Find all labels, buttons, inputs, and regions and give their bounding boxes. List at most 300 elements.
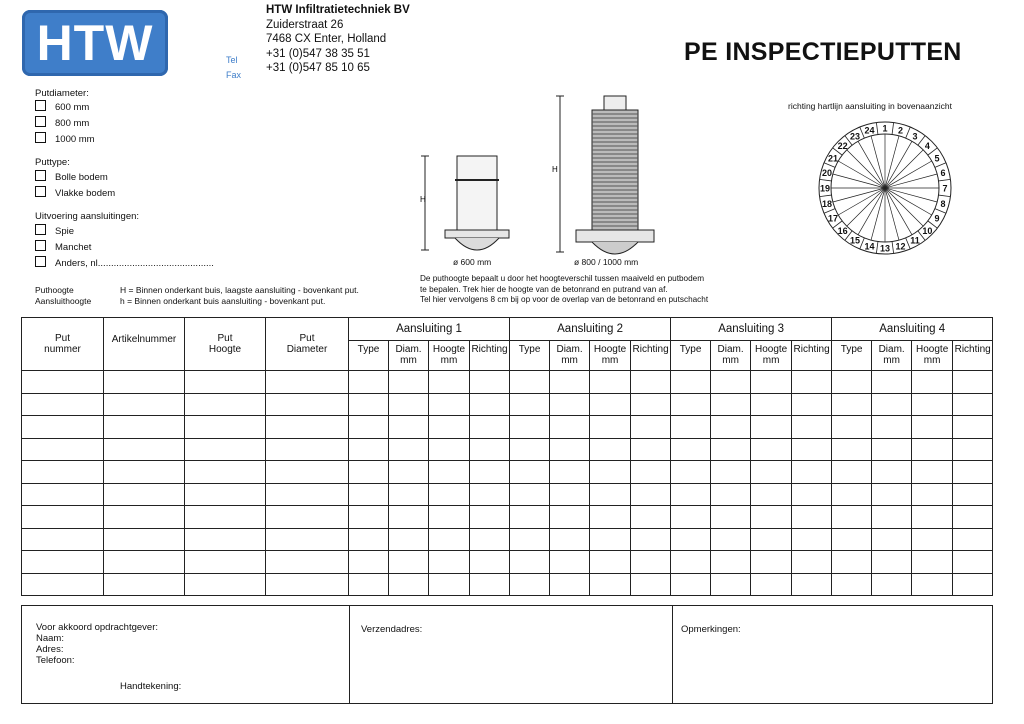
table-cell[interactable] xyxy=(349,371,389,394)
table-cell[interactable] xyxy=(470,461,510,484)
table-cell[interactable] xyxy=(104,528,185,551)
table-cell[interactable] xyxy=(185,506,266,529)
table-cell[interactable] xyxy=(22,461,104,484)
table-row xyxy=(22,393,993,416)
table-cell[interactable] xyxy=(590,573,631,596)
table-cell[interactable] xyxy=(832,461,872,484)
table-cell[interactable] xyxy=(751,573,792,596)
table-cell[interactable] xyxy=(711,506,751,529)
subheader-1-2: Hoogte mm xyxy=(429,341,470,371)
table-cell[interactable] xyxy=(751,393,792,416)
table-cell[interactable] xyxy=(711,371,751,394)
dial-divider xyxy=(876,123,878,135)
subheader-4-2: Hoogte mm xyxy=(912,341,953,371)
table-cell[interactable] xyxy=(711,483,751,506)
table-cell[interactable] xyxy=(590,438,631,461)
dial-spoke xyxy=(871,188,885,240)
uitvoering-options xyxy=(35,210,214,272)
dial-number: 22 xyxy=(837,141,848,152)
table-cell[interactable] xyxy=(912,551,953,574)
aansluithoogte-label: Aansluithoogte xyxy=(35,296,92,306)
checkbox[interactable] xyxy=(35,100,46,111)
table-row xyxy=(22,573,993,596)
table-cell[interactable] xyxy=(429,551,470,574)
table-cell[interactable] xyxy=(912,528,953,551)
table-cell[interactable] xyxy=(185,483,266,506)
table-cell[interactable] xyxy=(429,438,470,461)
dial-number: 16 xyxy=(837,225,848,236)
table-cell[interactable] xyxy=(711,438,751,461)
header-aansluiting-3: Aansluiting 3 xyxy=(671,318,832,341)
table-cell[interactable] xyxy=(953,573,993,596)
checkbox[interactable] xyxy=(35,224,46,235)
table-cell[interactable] xyxy=(470,551,510,574)
table-cell[interactable] xyxy=(590,551,631,574)
address-line1: Zuiderstraat 26 xyxy=(266,18,344,31)
note-line: Tel hier vervolgens 8 cm bij op voor de overlap van de betonrand en putschacht xyxy=(420,295,709,304)
table-cell[interactable] xyxy=(953,416,993,439)
puthoogte-text: H = Binnen onderkant buis, laagste aansluiting - bovenkant put. xyxy=(120,285,359,295)
table-cell[interactable] xyxy=(711,573,751,596)
table-cell[interactable] xyxy=(104,573,185,596)
table-cell[interactable] xyxy=(389,393,429,416)
checkbox[interactable] xyxy=(35,170,46,181)
table-row xyxy=(22,483,993,506)
table-cell[interactable] xyxy=(185,393,266,416)
table-cell[interactable] xyxy=(22,371,104,394)
table-cell[interactable] xyxy=(872,528,912,551)
option-spie[interactable] xyxy=(35,224,214,240)
table-cell[interactable] xyxy=(671,393,711,416)
table-cell[interactable] xyxy=(631,416,671,439)
table-cell[interactable] xyxy=(510,573,550,596)
checkbox[interactable] xyxy=(35,240,46,251)
table-cell[interactable] xyxy=(510,528,550,551)
table-cell[interactable] xyxy=(912,416,953,439)
checkbox[interactable] xyxy=(35,186,46,197)
telefoon-field[interactable]: Telefoon: xyxy=(36,655,75,666)
table-cell[interactable] xyxy=(792,416,832,439)
table-cell[interactable] xyxy=(389,416,429,439)
subheader-2-1: Diam. mm xyxy=(550,341,590,371)
table-cell[interactable] xyxy=(832,393,872,416)
table-cell[interactable] xyxy=(792,573,832,596)
table-cell[interactable] xyxy=(104,416,185,439)
dial-divider xyxy=(892,123,894,135)
dial-number: 10 xyxy=(922,225,933,236)
table-cell[interactable] xyxy=(104,506,185,529)
table-cell[interactable] xyxy=(266,506,349,529)
table-cell[interactable] xyxy=(953,528,993,551)
table-cell[interactable] xyxy=(389,461,429,484)
table-cell[interactable] xyxy=(510,551,550,574)
option-label: 1000 mm xyxy=(55,134,95,145)
dial-spoke xyxy=(885,174,937,188)
diameter-label: Putdiameter: xyxy=(35,88,89,99)
table-cell[interactable] xyxy=(872,551,912,574)
subheader-3-0: Type xyxy=(671,341,711,371)
puthoogte-label: Puthoogte xyxy=(35,285,74,295)
table-cell[interactable] xyxy=(953,483,993,506)
checkbox[interactable] xyxy=(35,116,46,127)
verzendadres-column[interactable] xyxy=(349,606,422,703)
table-cell[interactable] xyxy=(510,416,550,439)
table-cell[interactable] xyxy=(510,371,550,394)
table-cell[interactable] xyxy=(711,551,751,574)
table-cell[interactable] xyxy=(671,551,711,574)
table-cell[interactable] xyxy=(266,461,349,484)
dial-divider xyxy=(939,195,951,197)
table-cell[interactable] xyxy=(429,371,470,394)
table-cell[interactable] xyxy=(590,461,631,484)
option-anders[interactable] xyxy=(35,256,214,272)
address-line2: 7468 CX Enter, Holland xyxy=(266,33,387,45)
table-cell[interactable] xyxy=(912,438,953,461)
table-cell[interactable] xyxy=(872,371,912,394)
adres-field[interactable]: Adres: xyxy=(36,644,64,655)
table-cell[interactable] xyxy=(266,551,349,574)
put-800-1000-label: ø 800 / 1000 mm xyxy=(574,257,639,267)
table-cell[interactable] xyxy=(550,438,590,461)
subheader-2-2: Hoogte mm xyxy=(590,341,631,371)
table-cell[interactable] xyxy=(22,573,104,596)
table-row xyxy=(22,461,993,484)
table-cell[interactable] xyxy=(470,506,510,529)
table-cell[interactable] xyxy=(590,393,631,416)
table-cell[interactable] xyxy=(711,528,751,551)
puttype-options xyxy=(35,156,115,202)
option-manchet[interactable] xyxy=(35,240,214,256)
table-cell[interactable] xyxy=(266,573,349,596)
put-800-1000-diagram xyxy=(548,92,668,258)
table-cell[interactable] xyxy=(671,573,711,596)
option-800[interactable] xyxy=(35,116,95,132)
table-cell[interactable] xyxy=(104,438,185,461)
table-cell[interactable] xyxy=(389,506,429,529)
dial-number: 23 xyxy=(849,131,861,142)
subheader-4-3: Richting xyxy=(953,341,993,371)
table-cell[interactable] xyxy=(590,528,631,551)
table-cell[interactable] xyxy=(872,506,912,529)
table-cell[interactable] xyxy=(185,416,266,439)
table-cell[interactable] xyxy=(751,371,792,394)
table-cell[interactable] xyxy=(185,371,266,394)
table-cell[interactable] xyxy=(429,416,470,439)
table-cell[interactable] xyxy=(832,483,872,506)
table-cell[interactable] xyxy=(711,416,751,439)
table-cell[interactable] xyxy=(429,393,470,416)
table-cell[interactable] xyxy=(185,528,266,551)
table-cell[interactable] xyxy=(711,393,751,416)
table-cell[interactable] xyxy=(104,483,185,506)
dial-divider xyxy=(820,195,832,197)
header-artikelnummer: Artikelnummer xyxy=(104,318,185,371)
table-cell[interactable] xyxy=(912,393,953,416)
table-cell[interactable] xyxy=(349,483,389,506)
table-cell[interactable] xyxy=(590,371,631,394)
table-cell[interactable] xyxy=(22,506,104,529)
table-cell[interactable] xyxy=(631,371,671,394)
table-cell[interactable] xyxy=(671,461,711,484)
table-cell[interactable] xyxy=(631,461,671,484)
table-cell[interactable] xyxy=(185,573,266,596)
table-cell[interactable] xyxy=(792,371,832,394)
dial-divider xyxy=(892,242,894,254)
dial-number: 1 xyxy=(882,123,888,134)
dial-number: 13 xyxy=(879,243,891,254)
table-cell[interactable] xyxy=(470,393,510,416)
dial-number: 7 xyxy=(942,183,948,194)
table-cell[interactable] xyxy=(953,438,993,461)
dial-number: 3 xyxy=(912,131,918,142)
table-cell[interactable] xyxy=(22,551,104,574)
dial-number: 5 xyxy=(934,153,940,164)
table-cell[interactable] xyxy=(751,416,792,439)
table-cell[interactable] xyxy=(631,528,671,551)
table-cell[interactable] xyxy=(22,416,104,439)
naam-field[interactable]: Naam: xyxy=(36,633,64,644)
akkoord-title: Voor akkoord opdrachtgever: xyxy=(36,622,158,633)
header-aansluiting-1: Aansluiting 1 xyxy=(349,318,510,341)
fax-label: Fax xyxy=(226,69,242,80)
note-line: te bepalen. Trek hier de hoogte van de betonrand en putrand van af. xyxy=(420,284,668,294)
table-cell[interactable] xyxy=(470,416,510,439)
table-cell[interactable] xyxy=(510,506,550,529)
table-cell[interactable] xyxy=(266,371,349,394)
option-label: Bolle bodem xyxy=(55,172,108,183)
table-cell[interactable] xyxy=(590,483,631,506)
table-cell[interactable] xyxy=(751,461,792,484)
table-cell[interactable] xyxy=(470,371,510,394)
table-cell[interactable] xyxy=(953,393,993,416)
table-cell[interactable] xyxy=(429,461,470,484)
table-cell[interactable] xyxy=(953,461,993,484)
table-cell[interactable] xyxy=(349,528,389,551)
table-cell[interactable] xyxy=(832,551,872,574)
table-cell[interactable] xyxy=(631,438,671,461)
table-cell[interactable] xyxy=(671,506,711,529)
table-cell[interactable] xyxy=(550,416,590,439)
verzendadres-label: Verzendadres: xyxy=(361,624,423,635)
table-cell[interactable] xyxy=(671,528,711,551)
table-cell[interactable] xyxy=(953,371,993,394)
subheader-2-0: Type xyxy=(510,341,550,371)
table-cell[interactable] xyxy=(470,573,510,596)
table-row xyxy=(22,438,993,461)
option-bolle-bodem[interactable] xyxy=(35,170,115,186)
subheader-4-1: Diam. mm xyxy=(872,341,912,371)
akkoord-block xyxy=(36,622,158,666)
table-cell[interactable] xyxy=(832,573,872,596)
option-1000[interactable] xyxy=(35,132,95,148)
dial-number: 19 xyxy=(819,183,831,194)
table-cell[interactable] xyxy=(953,506,993,529)
table-cell[interactable] xyxy=(631,551,671,574)
table-cell[interactable] xyxy=(792,461,832,484)
table-cell[interactable] xyxy=(22,393,104,416)
dial-number: 20 xyxy=(822,167,833,178)
table-cell[interactable] xyxy=(751,506,792,529)
checkbox[interactable] xyxy=(35,132,46,143)
table-cell[interactable] xyxy=(104,551,185,574)
table-cell[interactable] xyxy=(832,416,872,439)
table-row xyxy=(22,551,993,574)
table-cell[interactable] xyxy=(832,528,872,551)
table-cell[interactable] xyxy=(792,438,832,461)
table-cell[interactable] xyxy=(751,483,792,506)
opmerkingen-column[interactable] xyxy=(672,606,741,703)
header-put-nummer: Put nummer xyxy=(22,318,104,371)
table-row xyxy=(22,506,993,529)
header-put-diameter: Put Diameter xyxy=(266,318,349,371)
option-label: Anders, nl............................................ xyxy=(55,258,214,269)
table-cell[interactable] xyxy=(349,551,389,574)
table-cell[interactable] xyxy=(832,371,872,394)
table-cell[interactable] xyxy=(429,528,470,551)
table-cell[interactable] xyxy=(349,438,389,461)
table-cell[interactable] xyxy=(631,483,671,506)
table-cell[interactable] xyxy=(349,416,389,439)
table-cell[interactable] xyxy=(470,438,510,461)
table-cell[interactable] xyxy=(510,483,550,506)
table-cell[interactable] xyxy=(550,371,590,394)
table-cell[interactable] xyxy=(671,438,711,461)
table-cell[interactable] xyxy=(349,393,389,416)
table-cell[interactable] xyxy=(550,393,590,416)
table-cell[interactable] xyxy=(912,461,953,484)
company-block xyxy=(266,3,410,76)
table-cell[interactable] xyxy=(389,551,429,574)
dial-number: 12 xyxy=(895,241,906,252)
table-cell[interactable] xyxy=(22,528,104,551)
dial-number: 6 xyxy=(940,167,946,178)
table-cell[interactable] xyxy=(470,483,510,506)
table-cell[interactable] xyxy=(671,371,711,394)
dial-number: 24 xyxy=(864,125,875,136)
table-cell[interactable] xyxy=(389,438,429,461)
table-cell[interactable] xyxy=(671,416,711,439)
table-cell[interactable] xyxy=(792,528,832,551)
table-cell[interactable] xyxy=(751,551,792,574)
htw-logo: HTW xyxy=(22,10,168,76)
table-cell[interactable] xyxy=(912,573,953,596)
table-cell[interactable] xyxy=(550,483,590,506)
table-cell[interactable] xyxy=(872,573,912,596)
table-cell[interactable] xyxy=(631,506,671,529)
checkbox[interactable] xyxy=(35,256,46,267)
table-cell[interactable] xyxy=(550,528,590,551)
table-cell[interactable] xyxy=(510,438,550,461)
dial-number: 15 xyxy=(849,235,861,246)
put-600-diagram xyxy=(415,150,515,258)
table-cell[interactable] xyxy=(912,506,953,529)
table-cell[interactable] xyxy=(266,528,349,551)
table-cell[interactable] xyxy=(792,483,832,506)
table-cell[interactable] xyxy=(429,506,470,529)
table-cell[interactable] xyxy=(832,438,872,461)
company-name: HTW Infiltratietechniek BV xyxy=(266,4,410,16)
table-cell[interactable] xyxy=(266,438,349,461)
option-label: 600 mm xyxy=(55,102,90,113)
table-cell[interactable] xyxy=(266,393,349,416)
table-cell[interactable] xyxy=(349,573,389,596)
table-cell[interactable] xyxy=(711,461,751,484)
option-600[interactable] xyxy=(35,100,95,116)
table-cell[interactable] xyxy=(429,573,470,596)
table-cell[interactable] xyxy=(550,573,590,596)
table-cell[interactable] xyxy=(872,393,912,416)
table-cell[interactable] xyxy=(389,573,429,596)
table-cell[interactable] xyxy=(389,528,429,551)
table-cell[interactable] xyxy=(590,506,631,529)
table-cell[interactable] xyxy=(266,416,349,439)
option-vlakke-bodem[interactable] xyxy=(35,186,115,202)
table-cell[interactable] xyxy=(104,393,185,416)
table-cell[interactable] xyxy=(389,371,429,394)
table-cell[interactable] xyxy=(550,461,590,484)
table-cell[interactable] xyxy=(832,506,872,529)
table-cell[interactable] xyxy=(22,483,104,506)
table-cell[interactable] xyxy=(185,461,266,484)
subheader-1-1: Diam. mm xyxy=(389,341,429,371)
table-cell[interactable] xyxy=(550,551,590,574)
subheader-3-2: Hoogte mm xyxy=(751,341,792,371)
table-cell[interactable] xyxy=(185,551,266,574)
table-cell[interactable] xyxy=(590,416,631,439)
table-cell[interactable] xyxy=(912,483,953,506)
table-cell[interactable] xyxy=(872,416,912,439)
dial-number: 18 xyxy=(822,199,833,210)
table-cell[interactable] xyxy=(510,393,550,416)
table-cell[interactable] xyxy=(792,551,832,574)
table-cell[interactable] xyxy=(872,438,912,461)
table-cell[interactable] xyxy=(631,573,671,596)
handtekening-field[interactable]: Handtekening: xyxy=(120,681,182,692)
table-cell[interactable] xyxy=(22,438,104,461)
table-cell[interactable] xyxy=(389,483,429,506)
table-cell[interactable] xyxy=(751,528,792,551)
signature-footer xyxy=(21,605,993,704)
table-cell[interactable] xyxy=(470,528,510,551)
option-label: Spie xyxy=(55,226,75,237)
dial-number: 17 xyxy=(828,213,839,224)
table-cell[interactable] xyxy=(872,461,912,484)
table-cell[interactable] xyxy=(429,483,470,506)
table-cell[interactable] xyxy=(349,461,389,484)
table-cell[interactable] xyxy=(104,371,185,394)
table-cell[interactable] xyxy=(631,393,671,416)
table-cell[interactable] xyxy=(510,461,550,484)
table-cell[interactable] xyxy=(751,438,792,461)
table-cell[interactable] xyxy=(953,551,993,574)
table-cell[interactable] xyxy=(266,483,349,506)
dial-divider xyxy=(820,179,832,181)
table-cell[interactable] xyxy=(792,393,832,416)
table-cell[interactable] xyxy=(912,371,953,394)
table-cell[interactable] xyxy=(792,506,832,529)
dial-divider xyxy=(906,127,911,138)
dial-number: 9 xyxy=(934,213,940,224)
dial-number: 2 xyxy=(898,125,904,136)
dial-spoke xyxy=(885,188,899,240)
table-cell[interactable] xyxy=(671,483,711,506)
table-cell[interactable] xyxy=(872,483,912,506)
table-cell[interactable] xyxy=(104,461,185,484)
table-cell[interactable] xyxy=(349,506,389,529)
table-cell[interactable] xyxy=(185,438,266,461)
subheader-2-3: Richting xyxy=(631,341,671,371)
table-cell[interactable] xyxy=(550,506,590,529)
